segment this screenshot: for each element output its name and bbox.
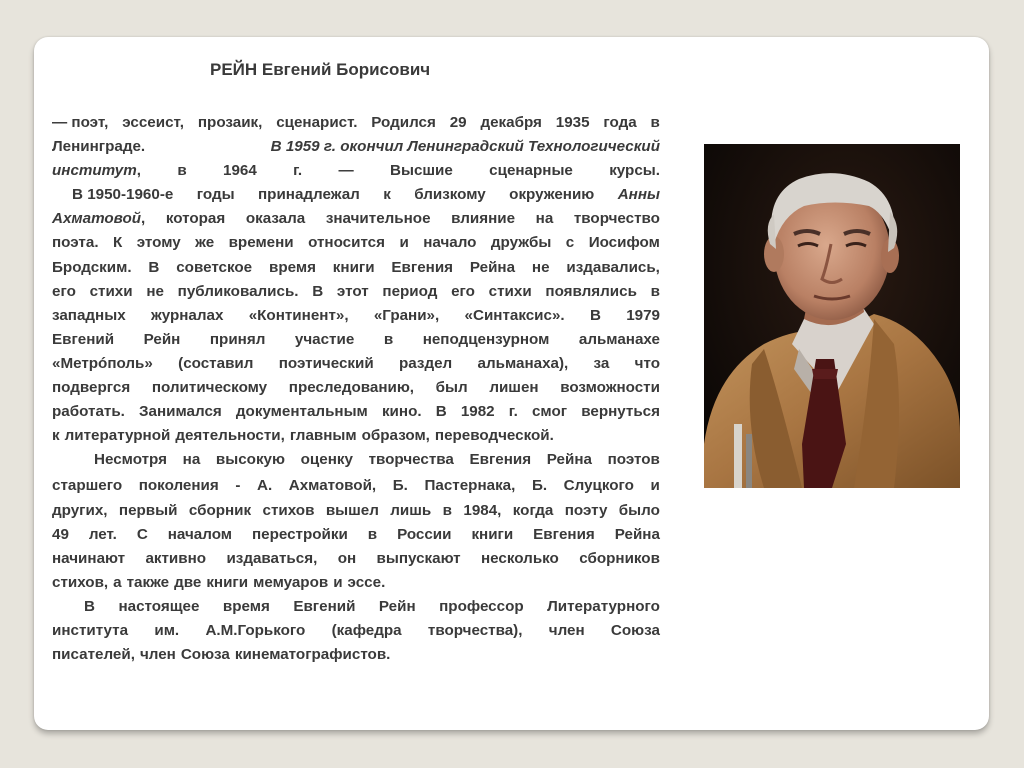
text-word: публиковались. bbox=[177, 282, 299, 300]
text-word: - bbox=[235, 477, 241, 495]
text-word: было bbox=[618, 501, 660, 519]
text-word: Ленинграде. bbox=[52, 138, 146, 156]
text-word: советское bbox=[176, 258, 253, 276]
text-line bbox=[52, 474, 660, 498]
text-word: творчество bbox=[573, 210, 660, 228]
text-word: сборников bbox=[579, 549, 660, 567]
text-word: творчества bbox=[368, 451, 454, 469]
text-word: Литературного bbox=[547, 597, 660, 615]
text-word: В bbox=[312, 282, 324, 300]
text-word: и bbox=[399, 234, 409, 252]
text-word: (составил bbox=[178, 354, 254, 372]
text-line bbox=[52, 183, 660, 207]
text-word: (кафедра bbox=[331, 621, 402, 639]
text-word: его bbox=[52, 282, 76, 300]
text-word: В bbox=[589, 306, 601, 324]
text-word: его bbox=[451, 282, 475, 300]
text-word: Занимался bbox=[139, 403, 222, 421]
text-word: Евгений bbox=[52, 330, 115, 348]
text-word: оценку bbox=[300, 451, 353, 469]
text-word: стихов, bbox=[52, 573, 109, 591]
text-word: этому bbox=[136, 234, 181, 252]
text-word: лишен bbox=[489, 379, 539, 397]
text-word: на bbox=[535, 210, 554, 228]
text-word: Ахматовой, bbox=[52, 207, 145, 231]
text-word: высокую bbox=[215, 451, 285, 469]
text-word: 1982 bbox=[460, 403, 495, 421]
text-word: главным bbox=[289, 427, 357, 445]
text-word: поэтический bbox=[278, 354, 374, 372]
text-word: также bbox=[126, 573, 170, 591]
text-word: книги bbox=[471, 525, 514, 543]
text-word: в bbox=[383, 330, 394, 348]
text-word: деятельности, bbox=[175, 427, 285, 445]
text-word: первый bbox=[118, 501, 178, 519]
text-word: стихов bbox=[262, 501, 315, 519]
text-word: книги bbox=[206, 573, 249, 591]
text-word: к bbox=[52, 427, 60, 445]
text-word: близкому bbox=[414, 186, 486, 204]
text-word: «Континент», bbox=[248, 306, 349, 324]
text-line bbox=[52, 448, 660, 472]
text-word: Рейна bbox=[546, 451, 592, 469]
text-word: сценарист. bbox=[276, 114, 358, 131]
text-word: Слуцкого bbox=[563, 477, 634, 495]
text-word: смог bbox=[531, 403, 568, 421]
text-word: , bbox=[136, 162, 141, 180]
text-word: и bbox=[650, 477, 660, 495]
text-line bbox=[52, 135, 660, 159]
text-word: России bbox=[397, 525, 452, 543]
text-word: перестройки bbox=[251, 525, 348, 543]
text-word: же bbox=[195, 234, 215, 252]
text-word: возможности bbox=[560, 379, 660, 397]
text-word: г. bbox=[293, 162, 303, 180]
text-line bbox=[52, 571, 660, 595]
text-word: поэтов bbox=[607, 451, 660, 469]
text-word: Рейна bbox=[614, 525, 660, 543]
text-word: профессор bbox=[439, 597, 524, 615]
text-word: член bbox=[139, 646, 176, 664]
text-word: эссе. bbox=[347, 573, 386, 591]
text-word: к bbox=[383, 186, 391, 204]
text-word: член bbox=[548, 621, 585, 639]
text-word: С bbox=[136, 525, 148, 543]
text-word: участие bbox=[294, 330, 355, 348]
portrait-photo bbox=[704, 144, 960, 488]
text-word: 29 bbox=[449, 114, 467, 131]
text-word: лет. bbox=[88, 525, 117, 543]
text-word: 1935 bbox=[555, 114, 590, 131]
text-word: работать. bbox=[52, 403, 125, 421]
text-word: время bbox=[222, 597, 270, 615]
text-word: которая bbox=[165, 210, 226, 228]
text-word: Родился bbox=[371, 114, 436, 131]
text-word: времени bbox=[228, 234, 294, 252]
text-word: относится bbox=[308, 234, 385, 252]
text-word: 49 bbox=[52, 525, 69, 543]
text-word: две bbox=[174, 573, 202, 591]
text-word: активно bbox=[145, 549, 207, 567]
text-word: принял bbox=[209, 330, 266, 348]
text-word: издавались, bbox=[566, 258, 660, 276]
text-line bbox=[52, 280, 660, 304]
text-word: поэту bbox=[564, 501, 608, 519]
text-word: вышел bbox=[325, 501, 379, 519]
text-word: выпускают bbox=[376, 549, 461, 567]
text-word: Анны bbox=[617, 186, 660, 204]
text-word: преследованию, bbox=[288, 379, 415, 397]
text-word: книги bbox=[332, 258, 375, 276]
text-word: Евгения bbox=[469, 451, 532, 469]
text-word: подвергся bbox=[52, 379, 131, 397]
text-word: Союза bbox=[610, 621, 660, 639]
text-word: начинают bbox=[52, 549, 126, 567]
text-word: Евгений bbox=[293, 597, 356, 615]
text-word: сборник bbox=[188, 501, 252, 519]
text-word: «Грани», bbox=[373, 306, 440, 324]
text-word: А. bbox=[256, 477, 273, 495]
text-word: — bbox=[338, 162, 354, 180]
text-word: декабря bbox=[480, 114, 542, 131]
text-word: г. bbox=[508, 403, 518, 421]
text-word: за bbox=[593, 354, 610, 372]
text-word: в bbox=[650, 114, 660, 131]
text-line bbox=[52, 643, 660, 667]
text-word: других, bbox=[52, 501, 108, 519]
text-word: а bbox=[113, 573, 122, 591]
text-word: литературной bbox=[64, 427, 171, 445]
text-line bbox=[52, 619, 660, 643]
text-line bbox=[52, 352, 660, 376]
text-word: стихи bbox=[89, 282, 133, 300]
portrait-icon bbox=[704, 144, 960, 488]
text-word: Евгения bbox=[533, 525, 595, 543]
text-word: журналах bbox=[150, 306, 224, 324]
text-word: мемуаров bbox=[253, 573, 329, 591]
text-word: прозаик, bbox=[197, 114, 263, 131]
text-word: влияние bbox=[451, 210, 516, 228]
text-word: Евгения bbox=[391, 258, 454, 276]
text-line bbox=[52, 424, 660, 448]
text-line bbox=[52, 256, 660, 280]
text-word: В bbox=[435, 403, 447, 421]
text-word: 1984, bbox=[463, 501, 502, 519]
text-line bbox=[52, 595, 660, 619]
text-word: В bbox=[84, 597, 95, 615]
text-word: годы bbox=[196, 186, 235, 204]
text-word: сценарные bbox=[489, 162, 573, 180]
text-line bbox=[52, 499, 660, 523]
text-word: был bbox=[435, 379, 468, 397]
text-line bbox=[52, 111, 660, 135]
text-word: эссеист, bbox=[122, 114, 185, 131]
text-word: документальным bbox=[235, 403, 368, 421]
text-word: с bbox=[565, 234, 575, 252]
text-word: раздел bbox=[399, 354, 453, 372]
text-word: Б. bbox=[531, 477, 548, 495]
text-word: года bbox=[603, 114, 637, 131]
text-word: Б. bbox=[392, 477, 408, 495]
text-word: 1979 bbox=[626, 306, 660, 324]
text-word: кино. bbox=[381, 403, 422, 421]
text-line bbox=[52, 376, 660, 400]
text-word: в bbox=[650, 282, 660, 300]
text-word: принадлежал bbox=[258, 186, 360, 204]
text-word: в bbox=[442, 501, 452, 519]
text-word: кинематографистов. bbox=[234, 646, 391, 664]
text-line bbox=[52, 231, 660, 255]
text-word: К bbox=[112, 234, 123, 252]
text-word: оказала bbox=[245, 210, 306, 228]
text-word: 1964 bbox=[223, 162, 257, 180]
text-word: несколько bbox=[481, 549, 559, 567]
slide-title: РЕЙН Евгений Борисович bbox=[210, 60, 431, 79]
text-word: — поэт, bbox=[52, 114, 109, 131]
text-line bbox=[52, 328, 660, 352]
text-word: писателей, bbox=[52, 646, 135, 664]
text-word: В 1950-1960-е bbox=[72, 186, 174, 204]
text-word: институт, bbox=[52, 159, 141, 183]
text-word: творчества), bbox=[427, 621, 523, 639]
text-word: переводческой. bbox=[434, 427, 554, 445]
text-line bbox=[52, 304, 660, 328]
text-word: старшего bbox=[52, 477, 123, 495]
text-word: началом bbox=[167, 525, 233, 543]
text-word: этот bbox=[336, 282, 369, 300]
text-word: поколения bbox=[138, 477, 219, 495]
text-line bbox=[52, 547, 660, 571]
text-word: «Синтаксис». bbox=[464, 306, 565, 324]
text-word: , bbox=[141, 210, 146, 228]
text-word: альманаха), bbox=[477, 354, 569, 372]
text-word: Бродским. bbox=[52, 258, 132, 276]
text-line bbox=[52, 207, 660, 231]
text-word: начало bbox=[423, 234, 477, 252]
text-word: им. bbox=[154, 621, 180, 639]
text-word: и bbox=[333, 573, 343, 591]
text-word: образом, bbox=[361, 427, 430, 445]
text-line bbox=[52, 159, 660, 183]
text-word: В bbox=[148, 258, 160, 276]
text-word: Рейна bbox=[469, 258, 516, 276]
text-word: значительное bbox=[325, 210, 431, 228]
text-word: время bbox=[268, 258, 316, 276]
text-word: института bbox=[52, 621, 129, 639]
text-word: лишь bbox=[390, 501, 432, 519]
text-word: Иосифом bbox=[588, 234, 660, 252]
text-word: В 1959 г. окончил Ленинградский Технологический bbox=[270, 138, 660, 156]
text-word: издаваться, bbox=[226, 549, 318, 567]
text-word: в bbox=[367, 525, 378, 543]
text-word: дружбы bbox=[490, 234, 552, 252]
text-word: Рейн bbox=[143, 330, 181, 348]
text-word: Высшие bbox=[390, 162, 453, 180]
text-word: альманахе bbox=[578, 330, 660, 348]
text-word: не bbox=[531, 258, 550, 276]
text-word: на bbox=[182, 451, 201, 469]
text-word: Пастернака, bbox=[424, 477, 516, 495]
text-line bbox=[52, 400, 660, 424]
text-word: не bbox=[146, 282, 164, 300]
text-word: Несмотря bbox=[94, 451, 167, 469]
text-word: что bbox=[634, 354, 660, 372]
text-word: стихи bbox=[488, 282, 532, 300]
text-word: окружению bbox=[509, 186, 595, 204]
text-line bbox=[52, 523, 660, 547]
text-word: неподцензурном bbox=[422, 330, 550, 348]
text-word: настоящее bbox=[118, 597, 200, 615]
text-word: Союза bbox=[180, 646, 230, 664]
biography-text bbox=[52, 111, 660, 667]
text-word: вернуться bbox=[581, 403, 660, 421]
text-word: когда bbox=[512, 501, 554, 519]
text-word: в bbox=[177, 162, 187, 180]
text-word: появлялись bbox=[545, 282, 637, 300]
text-word: период bbox=[382, 282, 438, 300]
text-word: «Метрóполь» bbox=[52, 354, 153, 372]
text-word: Рейн bbox=[378, 597, 416, 615]
text-word: Ахматовой, bbox=[288, 477, 377, 495]
text-word: А.М.Горького bbox=[205, 621, 306, 639]
text-word: поэта. bbox=[52, 234, 99, 252]
text-word: западных bbox=[52, 306, 126, 324]
text-word: политическому bbox=[151, 379, 268, 397]
text-word: он bbox=[337, 549, 357, 567]
text-word: курсы. bbox=[609, 162, 660, 180]
